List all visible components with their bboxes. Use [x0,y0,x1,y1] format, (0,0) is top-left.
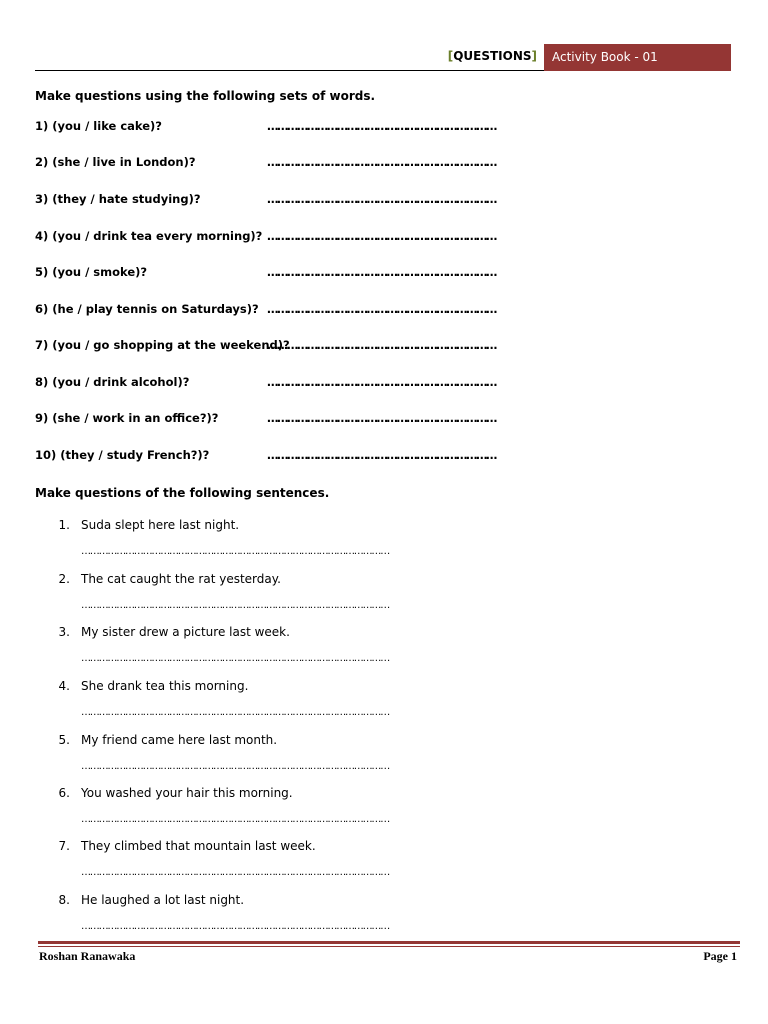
item-number: 5. [58,733,70,747]
answer-line[interactable]: …………………………………………………………… [267,448,496,462]
question-prompt: 8) (you / drink alcohol)? [35,375,190,389]
sentence: He laughed a lot last night. [81,893,245,907]
sentence: Suda slept here last night. [81,518,240,532]
answer-line[interactable]: …………………………………………………………… [267,375,496,389]
question-prompt: 4) (you / drink tea every morning)? [35,229,263,243]
item-number: 6. [58,786,70,800]
answer-line[interactable]: …………………………………………………………… [267,192,496,206]
author-name: Roshan Ranawaka [39,949,136,963]
section1-title: Make questions using the following sets of words. [35,89,376,103]
question-prompt: 2) (she / live in London)? [35,155,196,169]
section2-title: Make questions of the following sentences. [35,486,330,500]
item-number: 1. [58,518,70,532]
footer-rule-thin [38,946,740,947]
answer-line[interactable]: …………………………………………………………… [267,119,496,133]
footer-rule-thick [38,941,740,944]
item-number: 7. [58,839,70,853]
sentence: My sister drew a picture last week. [81,625,290,639]
answer-line[interactable]: …………………………………………………………… [267,411,496,425]
bracket-open: [ [447,49,454,63]
question-prompt: 10) (they / study French?)? [35,448,210,462]
answer-line[interactable]: …………………………………………………………………………………………… [81,921,390,932]
answer-line[interactable]: …………………………………………………………………………………………… [81,707,390,718]
answer-line[interactable]: …………………………………………………………………………………………… [81,867,390,878]
answer-line[interactable]: …………………………………………………………… [267,302,496,316]
item-number: 2. [58,572,70,586]
question-prompt: 5) (you / smoke)? [35,265,148,279]
question-prompt: 7) (you / go shopping at the weekend)? [35,338,290,352]
sentence: She drank tea this morning. [81,679,249,693]
answer-line[interactable]: …………………………………………………………………………………………… [81,814,390,825]
answer-line[interactable]: …………………………………………………………………………………………… [81,653,390,664]
question-prompt: 3) (they / hate studying)? [35,192,201,206]
answer-line[interactable]: …………………………………………………………………………………………… [81,600,390,611]
questions-heading [448,49,537,63]
question-prompt: 9) (she / work in an office?)? [35,411,219,425]
sentence: My friend came here last month. [81,733,278,747]
answer-line[interactable]: …………………………………………………………… [267,338,496,352]
answer-line[interactable]: …………………………………………………………… [267,265,496,279]
item-number: 8. [58,893,70,907]
header-rule [35,70,544,71]
item-number: 4. [58,679,70,693]
bracket-close: ] [531,49,537,63]
questions-label: QUESTIONS [453,49,532,63]
activity-book-badge: Activity Book - 01 [544,44,731,71]
question-prompt: 1) (you / like cake)? [35,119,162,133]
answer-line[interactable]: …………………………………………………………………………………………… [81,761,390,772]
sentence: The cat caught the rat yesterday. [81,572,281,586]
item-number: 3. [58,625,70,639]
sentence: You washed your hair this morning. [81,786,293,800]
answer-line[interactable]: …………………………………………………………… [267,229,496,243]
sentence: They climbed that mountain last week. [81,839,316,853]
question-prompt: 6) (he / play tennis on Saturdays)? [35,302,259,316]
page-number: Page 1 [703,949,737,963]
answer-line[interactable]: …………………………………………………………………………………………… [81,546,390,557]
answer-line[interactable]: …………………………………………………………… [267,155,496,169]
